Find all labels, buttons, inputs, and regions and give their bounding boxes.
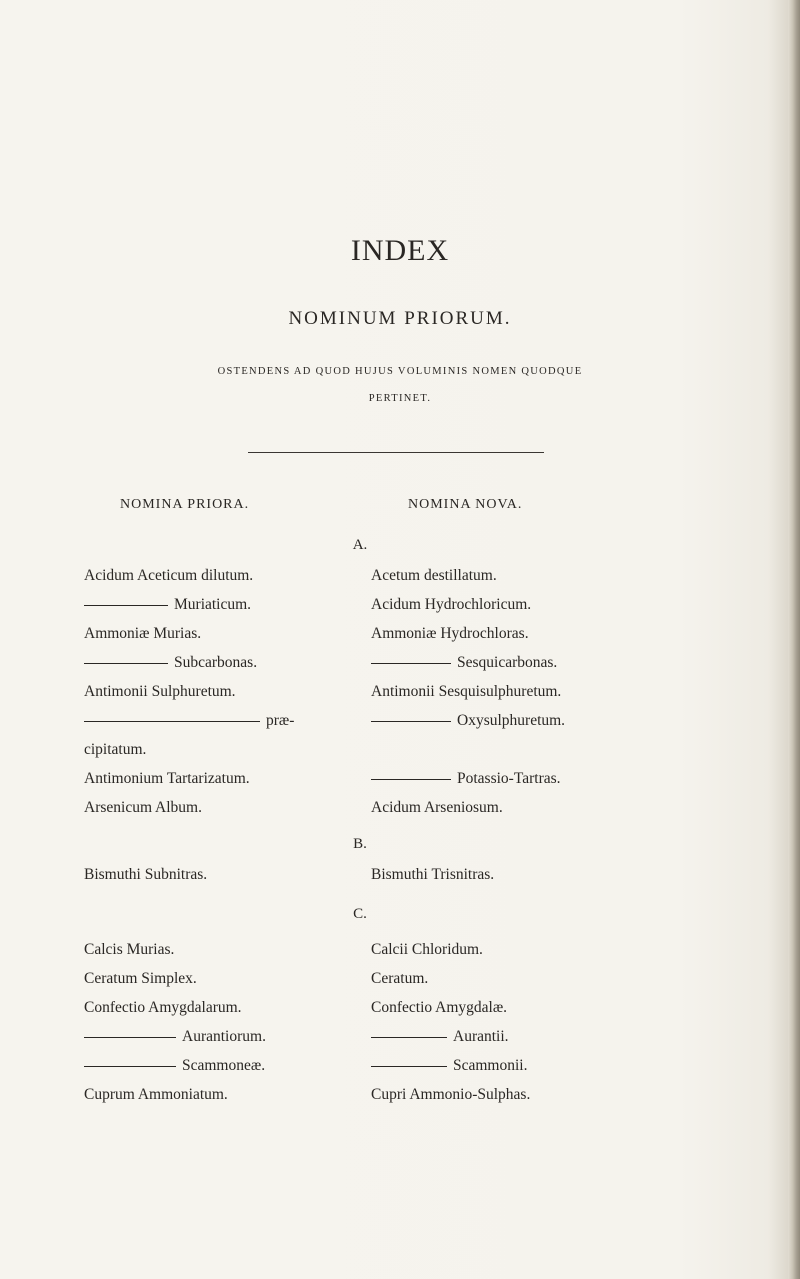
entry-new bbox=[371, 712, 565, 730]
entry-old: cipitatum. bbox=[84, 741, 147, 758]
entry-old: Ceratum Simplex. bbox=[84, 970, 197, 987]
section-letter-b: B. bbox=[353, 836, 367, 852]
entry-old-text: Aurantiorum. bbox=[182, 1028, 266, 1045]
ditto-dash bbox=[371, 663, 451, 664]
column-header-old-names: NOMINA PRIORA. bbox=[120, 497, 250, 512]
entry-new: Acetum destillatum. bbox=[371, 567, 497, 584]
page-subtitle: NOMINUM PRIORUM. bbox=[288, 308, 512, 329]
entry-new: Ammoniæ Hydrochloras. bbox=[371, 625, 529, 642]
entry-old: Antimonii Sulphuretum. bbox=[84, 683, 236, 700]
title-divider bbox=[248, 452, 544, 453]
entry-old: Arsenicum Album. bbox=[84, 799, 202, 816]
section-letter-a: A. bbox=[352, 537, 368, 553]
entry-new-text: Scammonii. bbox=[453, 1057, 528, 1074]
page-title: INDEX bbox=[350, 234, 450, 267]
description-line-1: OSTENDENS AD QUOD HUJUS VOLUMINIS NOMEN QUODQUE bbox=[217, 366, 583, 377]
entry-old: Bismuthi Subnitras. bbox=[84, 866, 208, 883]
ditto-dash bbox=[371, 779, 451, 780]
ditto-dash bbox=[84, 605, 168, 606]
ditto-dash bbox=[371, 1066, 447, 1067]
entry-old: Antimonium Tartarizatum. bbox=[84, 770, 250, 787]
entry-old bbox=[84, 654, 257, 672]
entry-new: Acidum Arseniosum. bbox=[371, 799, 503, 816]
entry-old-text: Subcarbonas. bbox=[174, 654, 258, 671]
page-edge-shadow bbox=[788, 0, 800, 1279]
entry-new: Ceratum. bbox=[371, 970, 429, 987]
ditto-dash bbox=[84, 663, 168, 664]
entry-old bbox=[84, 596, 251, 614]
column-header-new-names: NOMINA NOVA. bbox=[408, 497, 523, 512]
entry-old bbox=[84, 712, 294, 730]
entry-old: Confectio Amygdalarum. bbox=[84, 999, 242, 1016]
entry-old bbox=[84, 1057, 265, 1075]
entry-old: Ammoniæ Murias. bbox=[84, 625, 202, 642]
ditto-dash bbox=[371, 721, 451, 722]
ditto-dash bbox=[371, 1037, 447, 1038]
entry-new: Confectio Amygdalæ. bbox=[371, 999, 508, 1016]
entry-old-text: præ- bbox=[266, 712, 295, 729]
ditto-dash bbox=[84, 1066, 176, 1067]
section-letter-c: C. bbox=[353, 906, 367, 922]
entry-new-text: Potassio-Tartras. bbox=[457, 770, 561, 787]
entry-new: Antimonii Sesquisulphuretum. bbox=[371, 683, 562, 700]
entry-old-text: Scammoneæ. bbox=[182, 1057, 266, 1074]
entry-old bbox=[84, 1028, 266, 1046]
entry-old-text: Muriaticum. bbox=[174, 596, 252, 613]
ditto-dash bbox=[84, 1037, 176, 1038]
entry-new bbox=[371, 654, 557, 672]
entry-old: Calcis Murias. bbox=[84, 941, 175, 958]
entry-new-text: Aurantii. bbox=[453, 1028, 509, 1045]
ditto-dash bbox=[84, 721, 260, 722]
entry-new: Calcii Chloridum. bbox=[371, 941, 483, 958]
entry-new bbox=[371, 770, 561, 788]
entry-old: Acidum Aceticum dilutum. bbox=[84, 567, 254, 584]
entry-new: Bismuthi Trisnitras. bbox=[371, 866, 495, 883]
entry-new-text: Oxysulphuretum. bbox=[457, 712, 566, 729]
entry-new: Acidum Hydrochloricum. bbox=[371, 596, 532, 613]
entry-new-text: Sesquicarbonas. bbox=[457, 654, 558, 671]
entry-new bbox=[371, 1028, 509, 1046]
entry-new bbox=[371, 1057, 527, 1075]
description-line-2: PERTINET. bbox=[368, 393, 432, 404]
entry-old: Cuprum Ammoniatum. bbox=[84, 1086, 228, 1103]
entry-new: Cupri Ammonio-Sulphas. bbox=[371, 1086, 531, 1103]
